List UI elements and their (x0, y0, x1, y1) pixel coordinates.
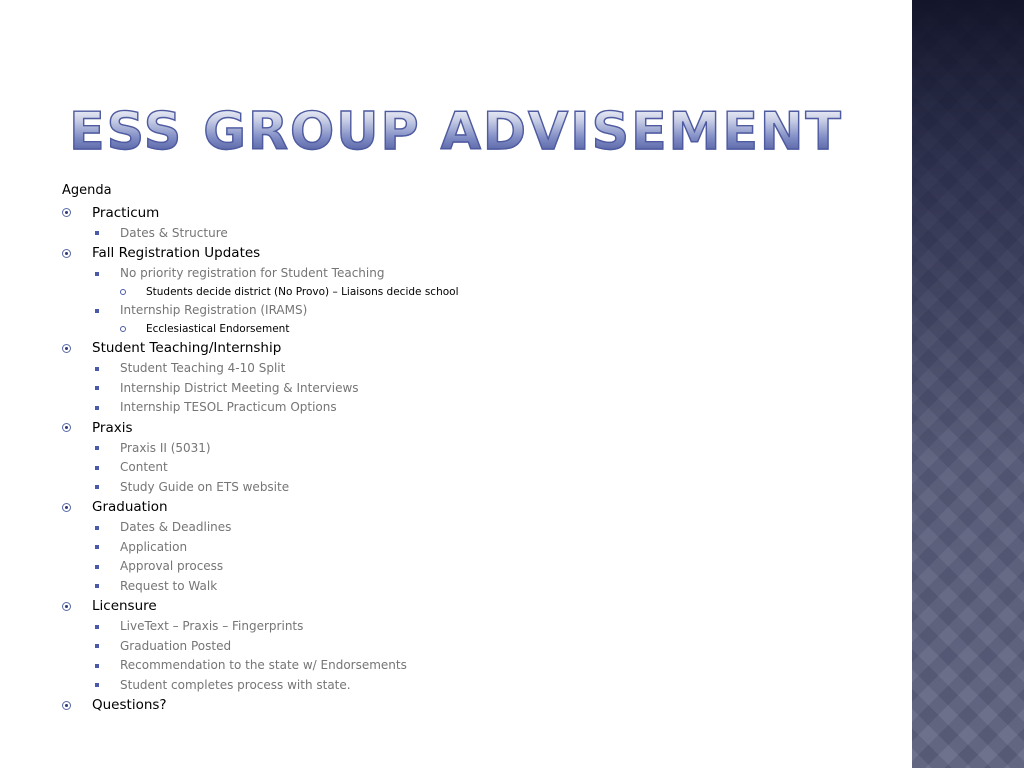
item-label: Internship Registration (IRAMS) (120, 303, 308, 318)
agenda-item (62, 557, 902, 577)
agenda-subitem (62, 283, 902, 301)
agenda-section (62, 497, 902, 518)
agenda-section (62, 338, 902, 359)
square-bullet-icon (95, 301, 120, 320)
agenda-item (62, 518, 902, 538)
square-bullet-icon (95, 617, 120, 636)
item-label: Internship District Meeting & Interviews (120, 380, 359, 395)
agenda-item (62, 617, 902, 637)
subitem-label: Students decide district (No Provo) – Liaisons decide school (146, 285, 459, 298)
item-label: Request to Walk (120, 578, 218, 593)
item-label: Recommendation to the state w/ Endorsements (120, 658, 407, 673)
agenda-label: Agenda (62, 183, 112, 198)
agenda-item (62, 636, 902, 656)
agenda-item (62, 398, 902, 418)
square-bullet-icon (95, 223, 120, 242)
agenda-item (62, 656, 902, 676)
circle-bullet-icon (62, 695, 92, 716)
item-label: Praxis II (5031) (120, 440, 211, 455)
square-bullet-icon (95, 636, 120, 655)
item-label: Dates & Deadlines (120, 520, 232, 535)
section-label: Licensure (92, 598, 157, 614)
circle-bullet-icon (62, 338, 92, 359)
agenda-item (62, 477, 902, 497)
square-bullet-icon (95, 398, 120, 417)
circle-bullet-icon (62, 417, 92, 438)
item-label: Study Guide on ETS website (120, 479, 290, 494)
agenda-outline (62, 202, 902, 716)
square-bullet-icon (95, 518, 120, 537)
square-bullet-icon (95, 378, 120, 397)
agenda-section (62, 596, 902, 617)
square-bullet-icon (95, 458, 120, 477)
square-bullet-icon (95, 675, 120, 694)
agenda-item (62, 438, 902, 458)
agenda-item (62, 223, 902, 243)
section-label: Graduation (92, 499, 168, 515)
agenda-item (62, 458, 902, 478)
square-bullet-icon (95, 576, 120, 595)
square-bullet-icon (95, 557, 120, 576)
item-label: Student completes process with state. (120, 677, 351, 692)
agenda-item (62, 301, 902, 321)
slide-content (62, 182, 902, 716)
agenda-item (62, 576, 902, 596)
item-label: Graduation Posted (120, 638, 232, 653)
item-label: Dates & Structure (120, 225, 228, 240)
square-bullet-icon (95, 477, 120, 496)
item-label: Internship TESOL Practicum Options (120, 400, 337, 415)
item-label: Student Teaching 4-10 Split (120, 361, 286, 376)
item-label: Content (120, 460, 168, 475)
agenda-section (62, 695, 902, 716)
item-label: Approval process (120, 559, 224, 574)
agenda-item (62, 537, 902, 557)
square-bullet-icon (95, 656, 120, 675)
circle-bullet-icon (62, 243, 92, 264)
section-label: Student Teaching/Internship (92, 340, 282, 356)
item-label: Application (120, 539, 188, 554)
ring-bullet-icon (120, 283, 146, 300)
agenda-section (62, 243, 902, 264)
agenda-subitem (62, 320, 902, 338)
section-label: Fall Registration Updates (92, 245, 261, 261)
square-bullet-icon (95, 264, 120, 283)
decorative-side-panel (912, 0, 1024, 768)
item-label: No priority registration for Student Teaching (120, 266, 385, 281)
section-label: Praxis (92, 419, 133, 436)
item-label: LiveText – Praxis – Fingerprints (120, 619, 304, 634)
square-bullet-icon (95, 359, 120, 378)
circle-bullet-icon (62, 497, 92, 518)
section-label: Practicum (92, 204, 160, 221)
agenda-item (62, 675, 902, 695)
agenda-item (62, 378, 902, 398)
ring-bullet-icon (120, 320, 146, 337)
square-bullet-icon (95, 438, 120, 457)
circle-bullet-icon (62, 202, 92, 223)
agenda-section (62, 202, 902, 223)
agenda-item (62, 264, 902, 284)
section-label: Questions? (92, 697, 167, 713)
square-bullet-icon (95, 537, 120, 556)
agenda-section (62, 417, 902, 438)
circle-bullet-icon (62, 596, 92, 617)
agenda-item (62, 359, 902, 379)
slide-title: ESS GROUP ADVISEMENT (0, 102, 912, 162)
subitem-label: Ecclesiastical Endorsement (146, 322, 290, 335)
